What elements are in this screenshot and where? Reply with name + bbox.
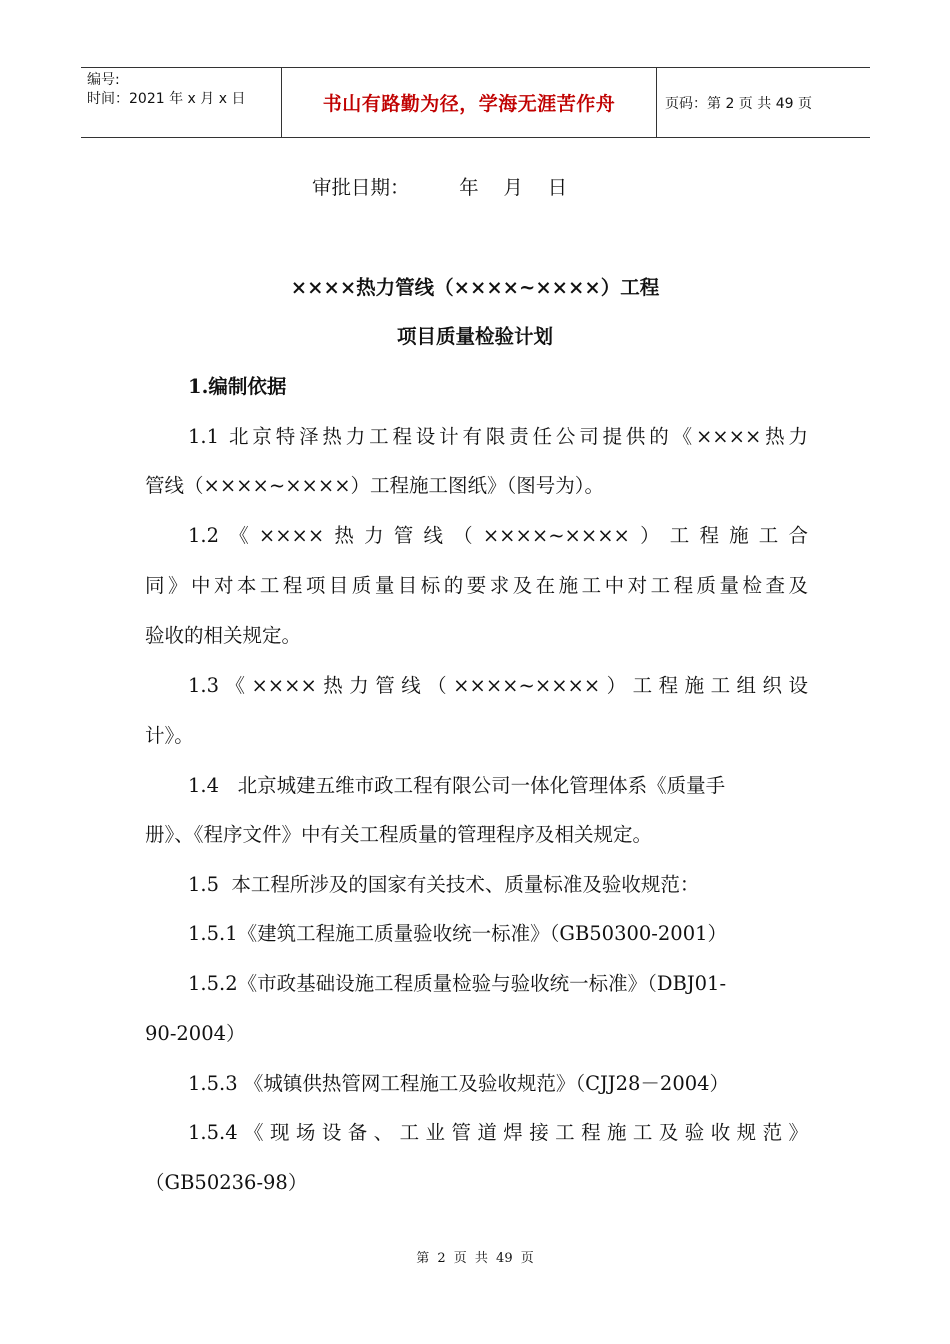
paragraph-line: 1.2《××××热力管线（××××~××××）工程施工合: [188, 524, 808, 547]
header-motto: 书山有路勤为径，学海无涯苦作舟: [281, 68, 657, 137]
document-title: ××××热力管线（××××~××××）工程: [290, 276, 660, 299]
header-page-label: 页码：第 2 页 共 49 页: [665, 95, 812, 112]
section-heading: 1.编制依据: [188, 375, 287, 398]
paragraph-line: 1.1 北京特泽热力工程设计有限责任公司提供的《××××热力: [188, 425, 808, 448]
page-header: [81, 67, 870, 138]
paragraph-line: 1.5 本工程所涉及的国家有关技术、质量标准及验收规范：: [188, 873, 700, 896]
standard-item: 1.5.4《现场设备、工业管道焊接工程施工及验收规范》: [188, 1121, 808, 1144]
standard-item: 1.5.1《建筑工程施工质量验收统一标准》（GB50300-2001）: [188, 922, 728, 945]
paragraph-line: 1.3《××××热力管线（××××~××××）工程施工组织设: [188, 674, 808, 697]
standard-item: 1.5.2《市政基础设施工程质量检验与验收统一标准》（DBJ01-: [188, 972, 727, 995]
header-meta: [81, 68, 281, 137]
document-subtitle: 项目质量检验计划: [396, 325, 553, 348]
page-footer: 第 2 页 共 49 页: [416, 1251, 534, 1266]
paragraph-line: 验收的相关规定。: [145, 624, 302, 647]
document-number-label: 编号:: [87, 72, 120, 88]
paragraph-line: 计》。: [145, 724, 194, 747]
paragraph-line: 同》中对本工程项目质量目标的要求及在施工中对工程质量检查及: [145, 574, 808, 597]
paragraph-line: 1.4 北京城建五维市政工程有限公司一体化管理体系《质量手: [188, 774, 726, 797]
paragraph-line: 管线（××××~××××）工程施工图纸》（图号为）。: [145, 474, 605, 497]
approval-date: 审批日期： 年 月 日: [312, 176, 568, 199]
standard-item: 1.5.3 《城镇供热管网工程施工及验收规范》（CJJ28－2004）: [188, 1072, 730, 1095]
standard-item: 90-2004）: [145, 1022, 246, 1045]
paragraph-line: 册》、《程序文件》中有关工程质量的管理程序及相关规定。: [145, 823, 653, 846]
standard-item: （GB50236-98）: [145, 1171, 308, 1194]
document-date-label: 时间：2021 年 x 月 x 日: [87, 91, 246, 107]
